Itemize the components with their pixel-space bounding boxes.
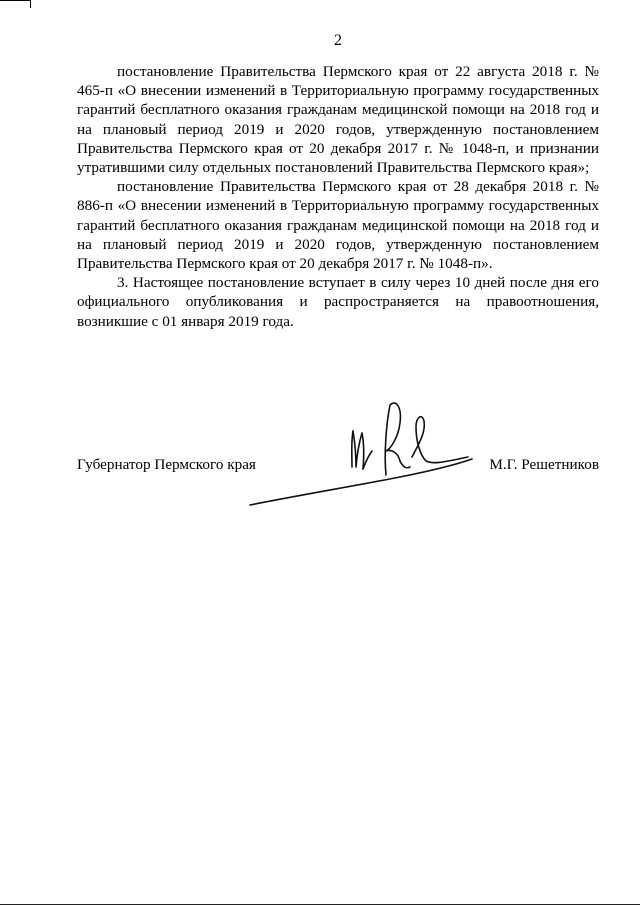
paragraph-resolution-465: постановление Правительства Пермского края от 22 августа 2018 г. № 465-п «О внесении изменений в Территориальную программу государственных гарантий бесплатного оказания гражданам медицинской помощи на 2018 год и на плановый период 2019 и 2020 годов, утвержденную постановлением Правительства Пермского края от 20 декабря 2017 г. № 1048-п, и признании утратившими силу отдельных постановлений Правительства Пермского края»; — [77, 63, 599, 177]
handwritten-signature — [240, 395, 480, 515]
signatory-name: М.Г. Решетников — [489, 456, 599, 473]
paragraph-effective-date: 3. Настоящее постановление вступает в силу через 10 дней после дня его официального опубликования и распространяется на правоотношения, возникшие с 01 января 2019 года. — [77, 274, 599, 330]
document-body — [77, 62, 599, 331]
paragraph-resolution-886: постановление Правительства Пермского края от 28 декабря 2018 г. № 886-п «О внесении изменений в Территориальную программу государственных гарантий бесплатного оказания гражданам медицинской помощи на 2018 год и на плановый период 2019 и 2020 годов, утвержденную постановлением Правительства Пермского края от 20 декабря 2017 г. № 1048-п». — [77, 178, 599, 273]
page-corner-mark — [0, 0, 31, 8]
page-number: 2 — [334, 32, 342, 49]
signatory-title: Губернатор Пермского края — [77, 456, 256, 473]
